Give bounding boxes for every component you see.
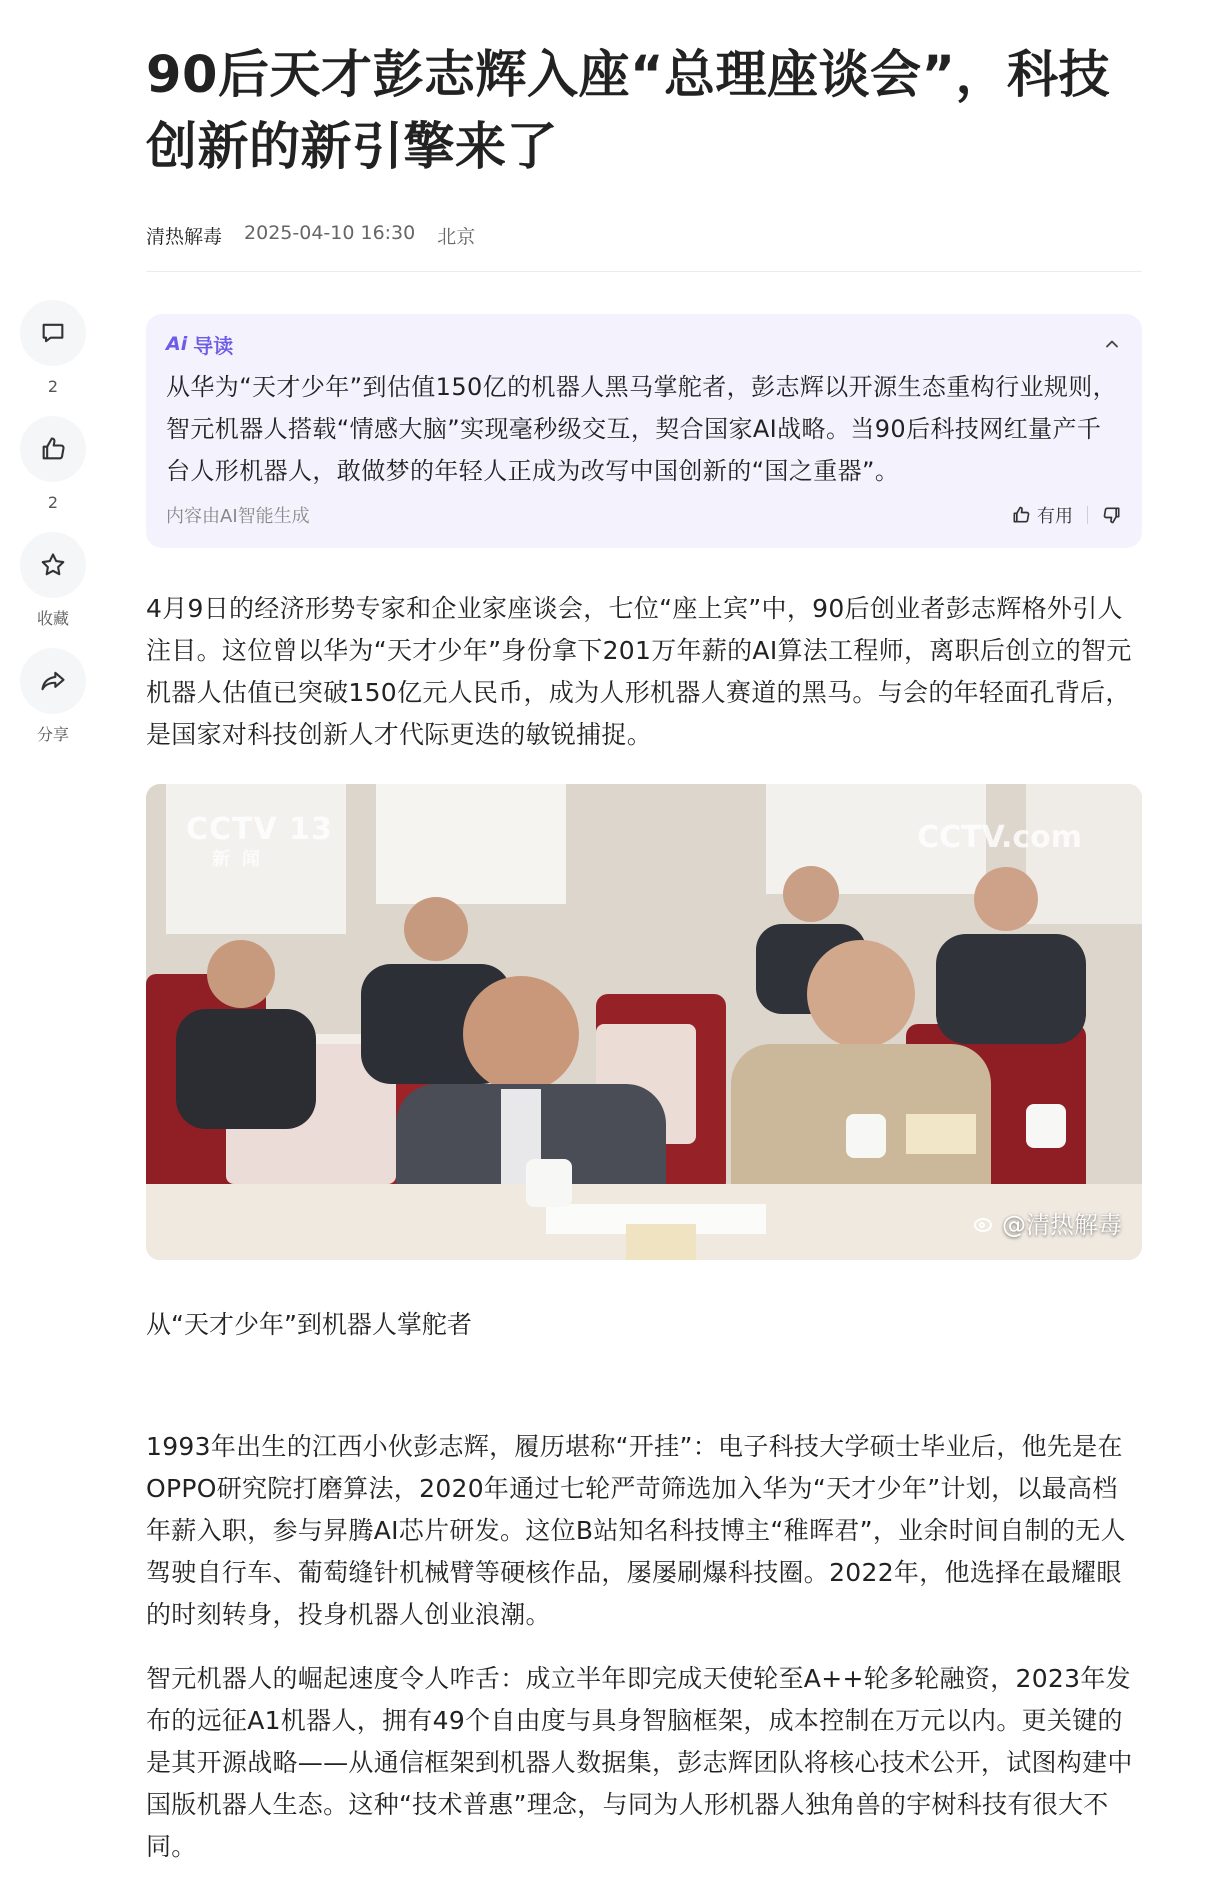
share-button[interactable] (20, 648, 86, 714)
meta-divider (146, 271, 1142, 272)
favorite-label: 收藏 (36, 609, 69, 628)
author-name[interactable]: 清热解毒 (146, 226, 223, 248)
like-count: 2 (47, 493, 59, 512)
publish-location: 北京 (437, 226, 476, 248)
share-icon (39, 667, 67, 695)
useful-label: 有用 (1037, 506, 1073, 527)
thumbs-up-icon (1011, 505, 1031, 525)
paragraph-2: 1993年出生的江西小伙彭志辉，履历堪称“开挂”：电子科技大学硕士毕业后，他先是在OPPO研究院打磨算法，2020年通过七轮严苛筛选加入华为“天才少年”计划，以最高档年薪入职，参与昇腾AI芯片研发。这位B站知名科技博主“稚晖君”，业余时间自制的无人驾驶自行车、葡萄缝针机械臂等硬核作品，屡屡刷爆科技圈。2022年，他选择在最耀眼的时刻转身，投身机器人创业浪潮。 (146, 1432, 1126, 1629)
feedback-divider (1087, 506, 1088, 524)
cctv-com-logo: CCTV.com (917, 820, 1082, 855)
paragraph-1: 4月9日的经济形势专家和企业家座谈会，七位“座上宾”中，90后创业者彭志辉格外引人注目。这位曾以华为“天才少年”身份拿下201万年薪的AI算法工程师，离职后创立的智元机器人估值已突破150亿元人民币，成为人形机器人赛道的黑马。与会的年轻面孔背后，是国家对科技创新人才代际更迭的敏锐捕捉。 (146, 594, 1132, 749)
article-meta (146, 222, 1142, 249)
share-action[interactable] (18, 648, 88, 744)
comment-count: 2 (47, 377, 59, 396)
ai-logo-icon: Ai (166, 333, 188, 355)
publish-time: 2025-04-10 16:30 (244, 222, 416, 244)
weibo-icon (972, 1211, 996, 1235)
favorite-action[interactable] (18, 532, 88, 628)
paragraph-3: 智元机器人的崛起速度令人咋舌：成立半年即完成天使轮至A++轮多轮融资，2023年发布的远征A1机器人，拥有49个自由度与具身智脑框架，成本控制在万元以内。更关键的是其开源战略——从通信框架到机器人数据集，彭志辉团队将核心技术公开，试图构建中国版机器人生态。这种“技术普惠”理念，与同为人形机器人独角兽的宇树科技有很大不同。 (146, 1664, 1133, 1861)
thumbs-down-icon (1102, 505, 1122, 525)
star-icon (39, 551, 67, 579)
feedback-bar (1011, 502, 1122, 528)
cctv13-news-label: 新闻 (212, 849, 272, 870)
chevron-up-icon (1102, 334, 1122, 354)
not-useful-button[interactable] (1102, 505, 1122, 525)
collapse-button[interactable] (1102, 334, 1122, 354)
section-heading: 从“天才少年”到机器人掌舵者 (146, 1310, 472, 1339)
thumbs-up-icon (39, 435, 67, 463)
article (146, 40, 1142, 1868)
ai-summary-label: 导读 (193, 333, 234, 358)
comment-button[interactable] (20, 300, 86, 366)
like-button[interactable] (20, 416, 86, 482)
photo-watermark: @清热解毒 (972, 1205, 1122, 1240)
article-photo (146, 784, 1142, 1260)
like-action[interactable] (18, 416, 88, 512)
ai-summary-box (146, 314, 1142, 548)
article-title: 90后天才彭志辉入座“总理座谈会”，科技创新的新引擎来了 (146, 46, 1111, 177)
useful-button[interactable] (1011, 502, 1073, 528)
action-rail (18, 300, 88, 764)
ai-generated-note: 内容由AI智能生成 (166, 506, 310, 527)
comment-action[interactable] (18, 300, 88, 396)
favorite-button[interactable] (20, 532, 86, 598)
share-label: 分享 (36, 725, 69, 744)
ai-summary-text: 从华为“天才少年”到估值150亿的机器人黑马掌舵者，彭志辉以开源生态重构行业规则，智元机器人搭载“情感大脑”实现毫秒级交互，契合国家AI战略。当90后科技网红量产千台人形机器人，敢做梦的年轻人正成为改写中国创新的“国之重器”。 (166, 373, 1118, 485)
ai-summary-tag (166, 330, 233, 359)
cctv13-logo: CCTV 13 新闻 (186, 812, 333, 870)
comment-icon (39, 319, 67, 347)
